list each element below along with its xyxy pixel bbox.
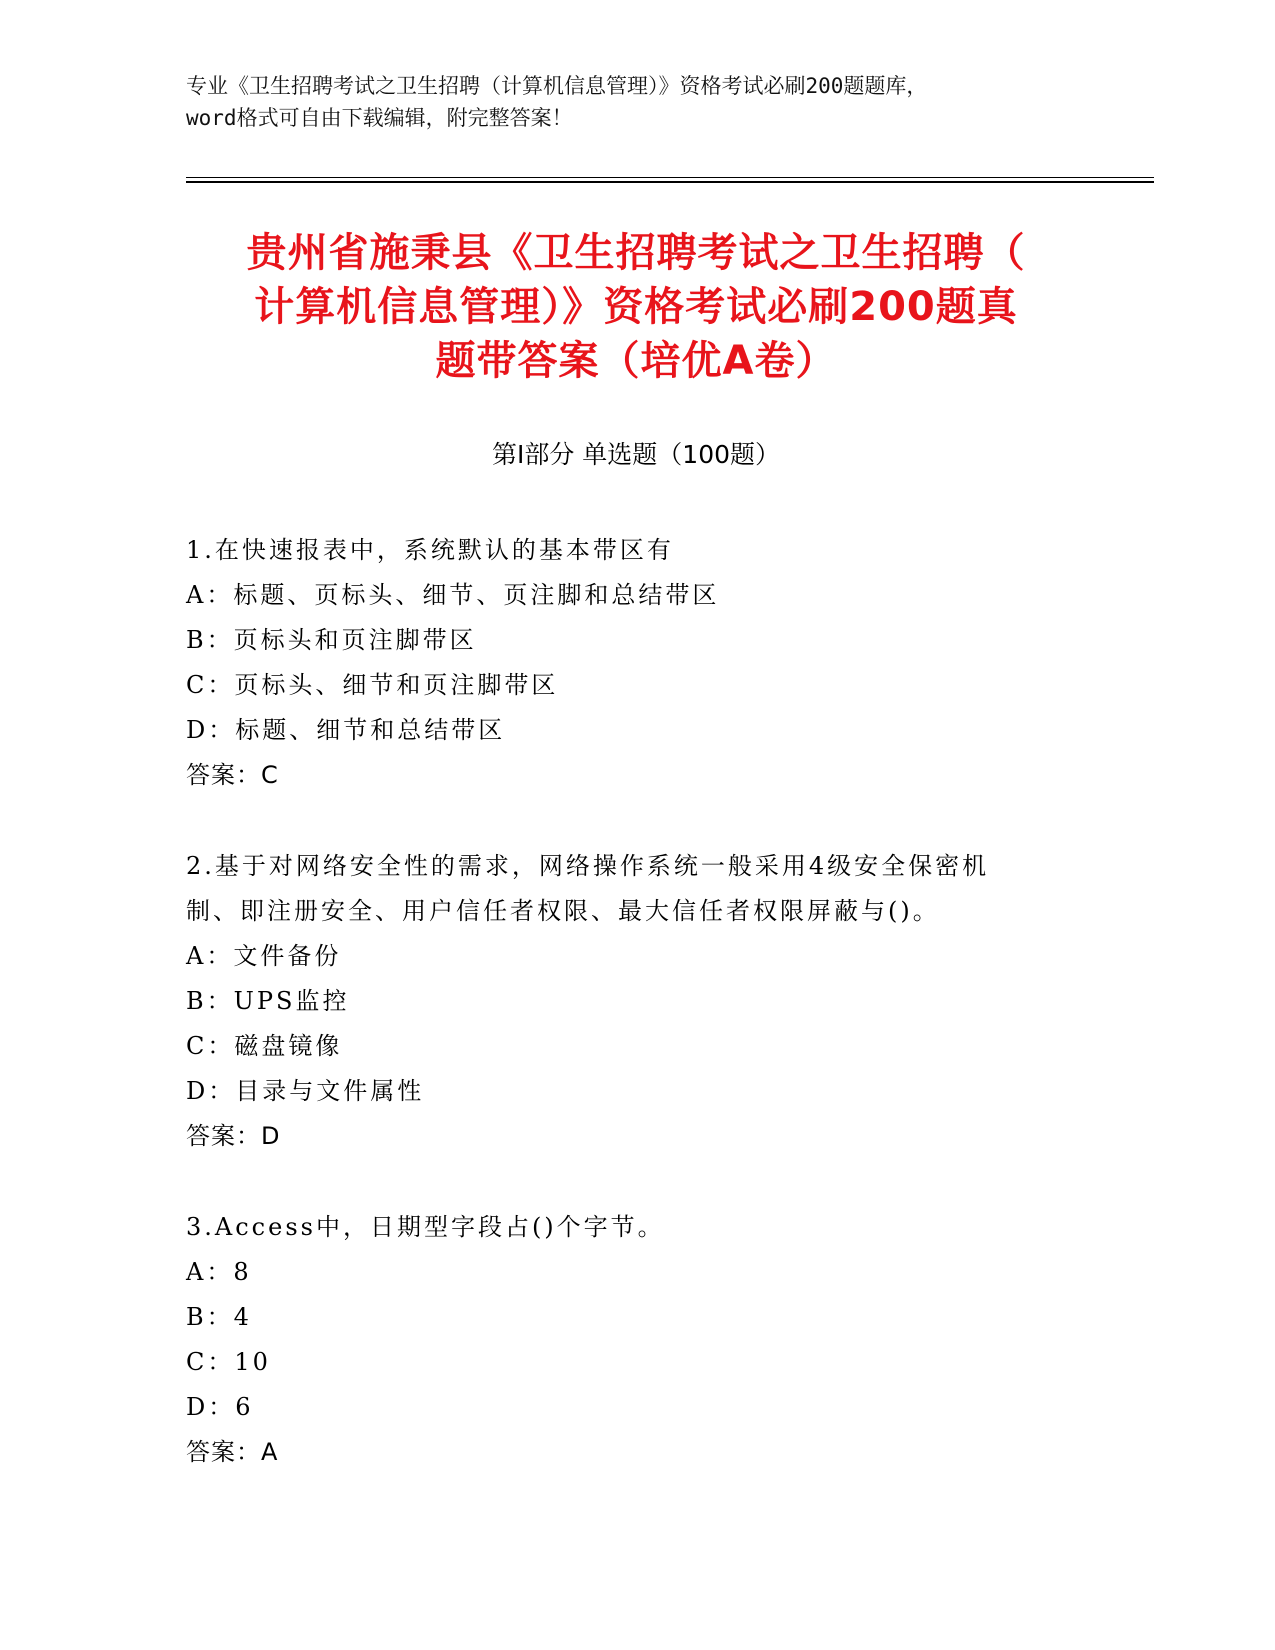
divider-thin bbox=[186, 177, 1154, 178]
title-line: 贵州省施秉县《卫生招聘考试之卫生招聘（ bbox=[246, 230, 1026, 276]
question-text: 制、即注册安全、用户信任者权限、最大信任者权限屏蔽与()。 bbox=[186, 897, 940, 925]
document-title bbox=[186, 226, 1086, 388]
option-d: D：目录与文件属性 bbox=[186, 1077, 425, 1105]
title-line: 题带答案（培优A卷） bbox=[435, 338, 837, 384]
header-note-line: 专业《卫生招聘考试之卫生招聘（计算机信息管理）》资格考试必刷200题题库， bbox=[186, 74, 928, 98]
option-d: D：6 bbox=[186, 1393, 254, 1421]
option-d: D：标题、细节和总结带区 bbox=[186, 716, 506, 744]
option-c: C：磁盘镜像 bbox=[186, 1032, 343, 1060]
answer: 答案：A bbox=[186, 1438, 279, 1466]
question-text: 2.基于对网络安全性的需求，网络操作系统一般采用4级安全保密机 bbox=[186, 852, 990, 880]
answer: 答案：C bbox=[186, 761, 279, 789]
option-a: A：文件备份 bbox=[186, 942, 342, 970]
question-1 bbox=[186, 528, 1086, 798]
header-note bbox=[186, 70, 1086, 134]
question-text: 1.在快速报表中，系统默认的基本带区有 bbox=[186, 536, 674, 564]
question-text: 3.Access中，日期型字段占()个字节。 bbox=[186, 1213, 665, 1241]
section-title: 第I部分 单选题（100题） bbox=[491, 440, 781, 469]
option-a: A：标题、页标头、细节、页注脚和总结带区 bbox=[186, 581, 720, 609]
option-b: B：UPS监控 bbox=[186, 987, 350, 1015]
question-3 bbox=[186, 1205, 1086, 1475]
divider-thick bbox=[186, 181, 1154, 183]
question-2 bbox=[186, 844, 1086, 1159]
question-list bbox=[186, 528, 1086, 1521]
option-b: B：4 bbox=[186, 1303, 252, 1331]
answer: 答案：D bbox=[186, 1122, 281, 1150]
option-c: C：10 bbox=[186, 1348, 271, 1376]
option-b: B：页标头和页注脚带区 bbox=[186, 626, 477, 654]
option-c: C：页标头、细节和页注脚带区 bbox=[186, 671, 559, 699]
header-note-line: word格式可自由下载编辑，附完整答案！ bbox=[186, 106, 573, 130]
title-line: 计算机信息管理）》资格考试必刷200题真 bbox=[254, 284, 1018, 330]
option-a: A：8 bbox=[186, 1258, 252, 1286]
